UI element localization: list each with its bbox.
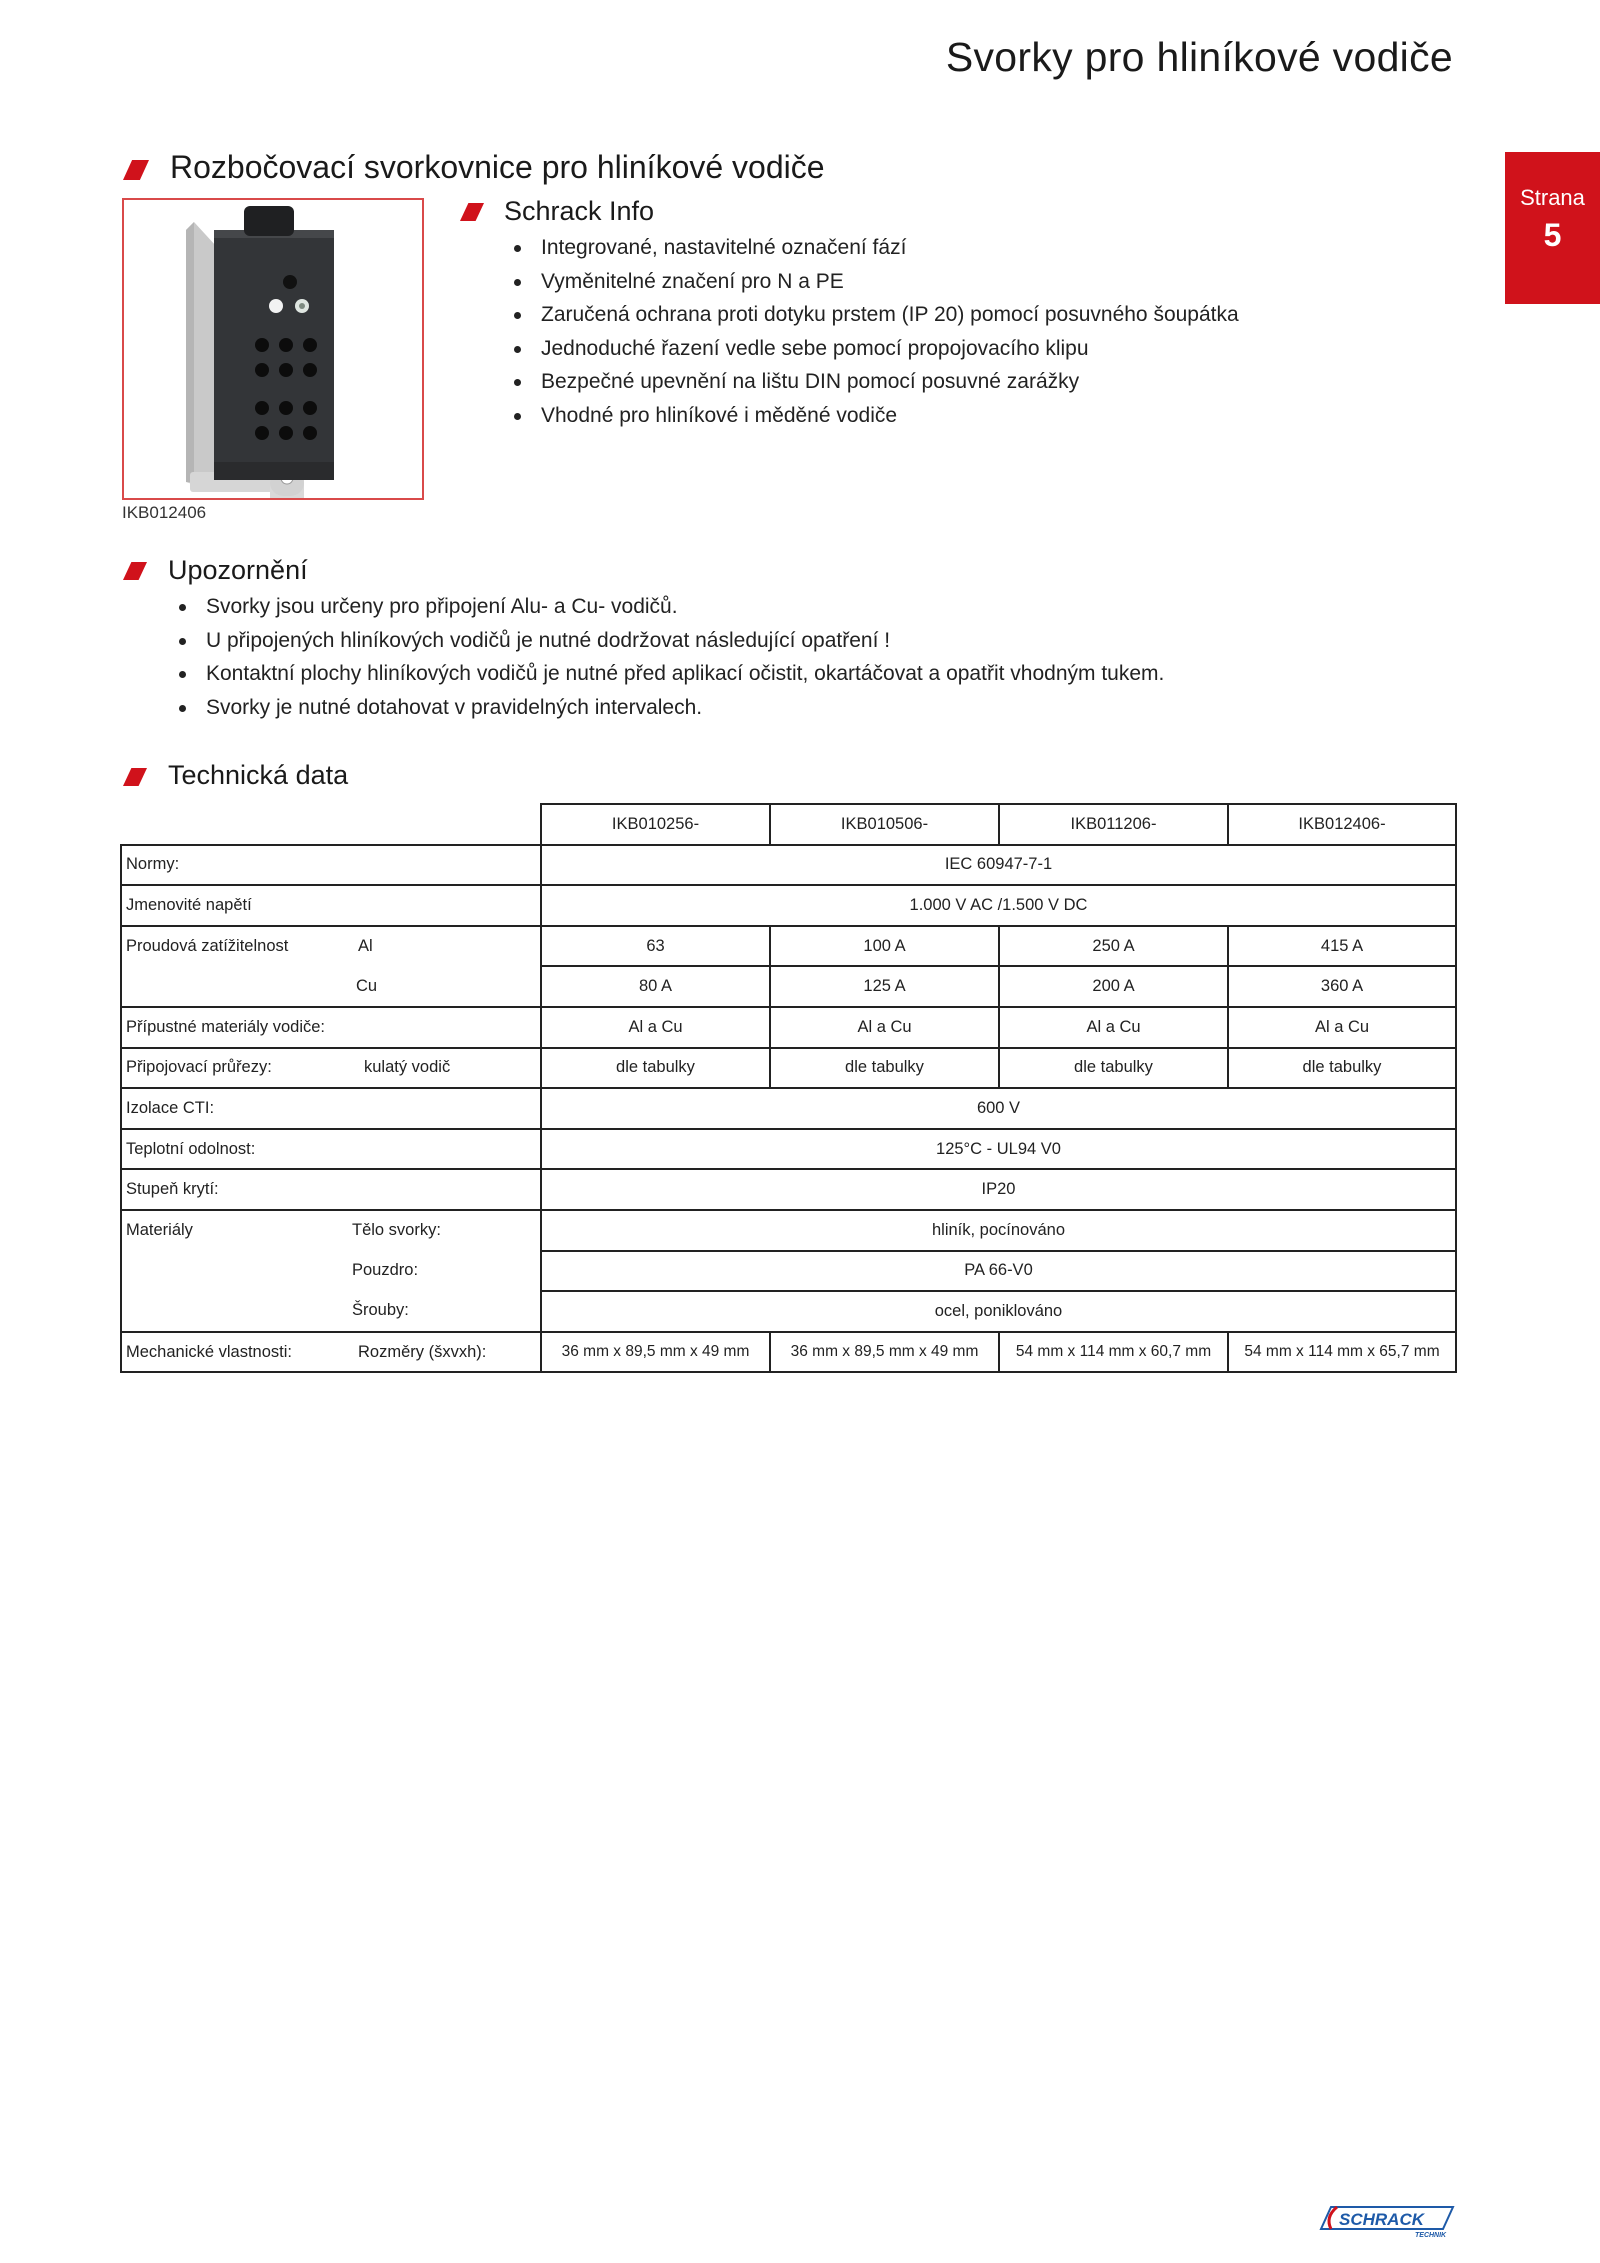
row-value: Al a Cu: [541, 1007, 770, 1048]
row-label: Proudová zatížitelnost: [121, 926, 348, 967]
table-row: [121, 1210, 1456, 1251]
table-row: [121, 845, 1456, 886]
tech-data-table: [120, 803, 1457, 1373]
list-item: U připojených hliníkových vodičů je nutné dodržovat následující opatření !: [174, 624, 1164, 658]
row-label: Jmenovité napětí: [121, 885, 541, 926]
page-number: 5: [1543, 217, 1562, 253]
column-header: IKB010506-: [770, 804, 999, 845]
row-label: Izolace CTI:: [121, 1088, 541, 1129]
row-value: dle tabulky: [999, 1048, 1228, 1089]
row-value: 100 A: [770, 926, 999, 967]
row-value: dle tabulky: [541, 1048, 770, 1089]
row-value: 36 mm x 89,5 mm x 49 mm: [770, 1332, 999, 1373]
page-title: Svorky pro hliníkové vodiče: [945, 34, 1453, 80]
logo-subtext: TECHNIK: [1415, 2232, 1447, 2239]
row-value: 360 A: [1228, 966, 1456, 1007]
section-marker-icon: [123, 160, 149, 180]
row-sublabel: Šrouby:: [348, 1291, 541, 1332]
column-header: IKB010256-: [541, 804, 770, 845]
row-sublabel: Cu: [348, 966, 541, 1007]
row-sublabel: Rozměry (šxvxh):: [348, 1332, 541, 1373]
row-value: 200 A: [999, 966, 1228, 1007]
table-row: [121, 1088, 1456, 1129]
row-value: 36 mm x 89,5 mm x 49 mm: [541, 1332, 770, 1373]
product-heading: Rozbočovací svorkovnice pro hliníkové vodiče: [170, 149, 825, 185]
row-value: 80 A: [541, 966, 770, 1007]
warning-list: [174, 590, 1164, 724]
row-value: 1.000 V AC /1.500 V DC: [541, 885, 1456, 926]
column-header: IKB012406-: [1228, 804, 1456, 845]
tech-heading: Technická data: [168, 760, 349, 790]
row-sublabel: Pouzdro:: [348, 1251, 541, 1292]
row-value: IEC 60947-7-1: [541, 845, 1456, 886]
row-value: IP20: [541, 1169, 1456, 1210]
info-heading: Schrack Info: [504, 196, 655, 226]
row-value: 250 A: [999, 926, 1228, 967]
list-item: Bezpečné upevnění na lištu DIN pomocí posuvné zarážky: [509, 365, 1239, 399]
row-value: PA 66-V0: [541, 1251, 1456, 1292]
list-item: Vyměnitelné značení pro N a PE: [509, 265, 1239, 299]
info-list: [509, 231, 1239, 433]
section-marker-icon: [460, 203, 484, 221]
product-image-frame: [122, 198, 424, 500]
table-row: [121, 885, 1456, 926]
row-label: Materiály: [121, 1210, 348, 1251]
row-value: dle tabulky: [1228, 1048, 1456, 1089]
row-value: 125 A: [770, 966, 999, 1007]
table-row: [121, 1048, 1456, 1089]
table-row: [121, 1251, 1456, 1292]
table-row: [121, 966, 1456, 1007]
table-row: [121, 1291, 1456, 1332]
table-row: [121, 926, 1456, 967]
row-value: 54 mm x 114 mm x 60,7 mm: [999, 1332, 1228, 1373]
row-label: Normy:: [121, 845, 541, 886]
row-value: Al a Cu: [999, 1007, 1228, 1048]
list-item: Zaručená ochrana proti dotyku prstem (IP 20) pomocí posuvného šoupátka: [509, 298, 1239, 332]
row-value: 415 A: [1228, 926, 1456, 967]
row-value: 63: [541, 926, 770, 967]
list-item: Svorky jsou určeny pro připojení Alu- a Cu- vodičů.: [174, 590, 1164, 624]
row-label: Mechanické vlastnosti:: [121, 1332, 348, 1373]
image-caption: IKB012406: [122, 503, 207, 522]
row-sublabel: Al: [348, 926, 541, 967]
row-label: Připojovací průřezy:: [121, 1048, 348, 1089]
row-value: Al a Cu: [1228, 1007, 1456, 1048]
page-number-tab: [1505, 152, 1600, 304]
warning-heading: Upozornění: [168, 555, 308, 585]
row-sublabel: Tělo svorky:: [348, 1210, 541, 1251]
table-row: [121, 1169, 1456, 1210]
row-value: ocel, poniklováno: [541, 1291, 1456, 1332]
row-label: Přípustné materiály vodiče:: [121, 1007, 541, 1048]
list-item: Jednoduché řazení vedle sebe pomocí propojovacího klipu: [509, 332, 1239, 366]
row-value: hliník, pocínováno: [541, 1210, 1456, 1251]
row-value: 125°C - UL94 V0: [541, 1129, 1456, 1170]
row-value: 600 V: [541, 1088, 1456, 1129]
schrack-logo: [1317, 2205, 1455, 2239]
section-marker-icon: [123, 768, 147, 786]
list-item: Integrované, nastavitelné označení fází: [509, 231, 1239, 265]
list-item: Svorky je nutné dotahovat v pravidelných intervalech.: [174, 691, 1164, 725]
table-row: [121, 1007, 1456, 1048]
terminal-block-image: [124, 200, 422, 498]
row-label: Stupeň krytí:: [121, 1169, 541, 1210]
row-value: 54 mm x 114 mm x 65,7 mm: [1228, 1332, 1456, 1373]
row-label: Teplotní odolnost:: [121, 1129, 541, 1170]
section-marker-icon: [123, 562, 147, 580]
logo-text: SCHRACK: [1339, 2210, 1424, 2229]
row-sublabel: kulatý vodič: [348, 1048, 541, 1089]
page-tab-label: Strana: [1520, 185, 1585, 210]
table-header-row: [121, 804, 1456, 845]
table-row: [121, 1129, 1456, 1170]
column-header: IKB011206-: [999, 804, 1228, 845]
row-value: dle tabulky: [770, 1048, 999, 1089]
row-value: Al a Cu: [770, 1007, 999, 1048]
table-row: [121, 1332, 1456, 1373]
list-item: Vhodné pro hliníkové i měděné vodiče: [509, 399, 1239, 433]
list-item: Kontaktní plochy hliníkových vodičů je nutné před aplikací očistit, okartáčovat a opatřit vhodným tukem.: [174, 657, 1164, 691]
